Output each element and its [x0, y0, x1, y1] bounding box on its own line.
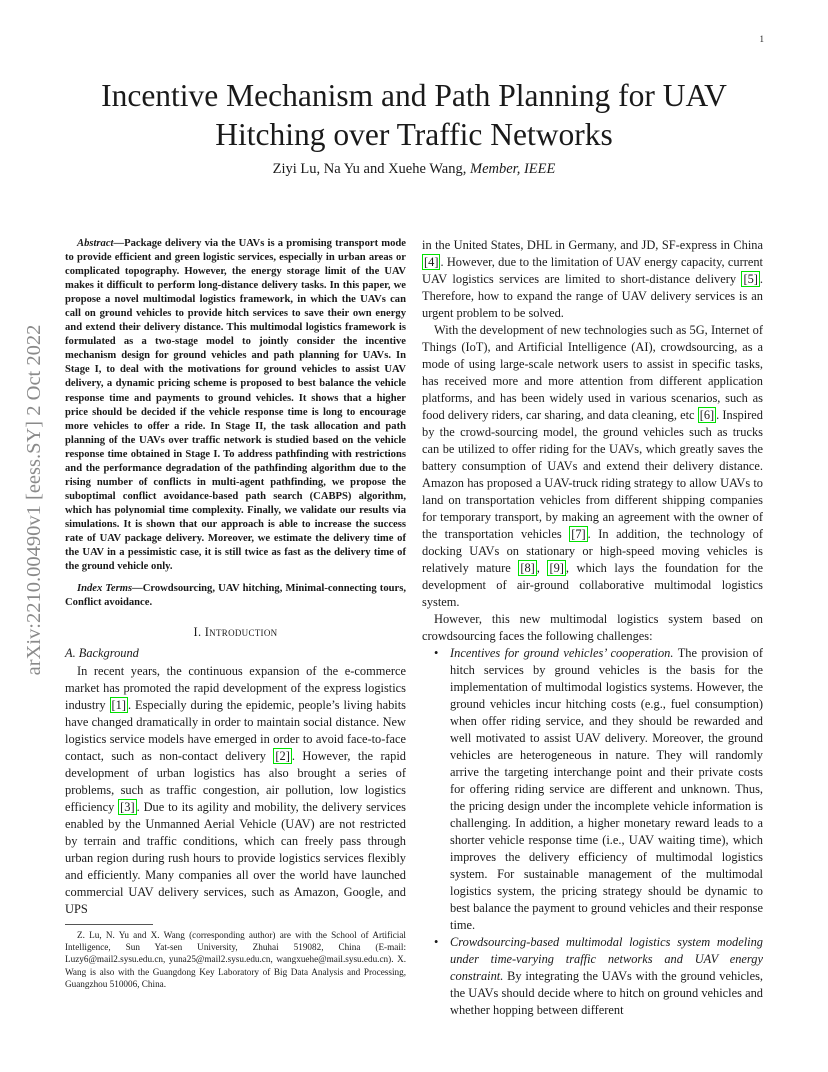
paragraph-text: . However, the rapid development of urban logistics has also brought a series of problems, such as traffic congestion, air pollution, low logistics efficiency: [65, 749, 406, 815]
paragraph-text: With the development of new technologies such as 5G, Internet of Things (IoT), and Artificial Intelligence (AI), crowdsourcing, as a mode of using large-scale network users to assist in specific tasks, has received more and more attention from different application platforms, and has been widely used in various scenarios, such as food delivery riders, car sharing, and data cleaning, etc: [422, 323, 763, 422]
paper-title-line-1: Incentive Mechanism and Path Planning for UAV: [101, 78, 727, 113]
paragraph-text: in the United States, DHL in Germany, and JD, SF-express in China: [422, 238, 763, 252]
arxiv-identifier-text: arXiv:2210.00490v1 [eess.SY] 2 Oct 2022: [23, 324, 45, 676]
paragraph-text: ,: [536, 561, 548, 575]
bullet-text: By integrating the UAVs with the ground vehicles, the UAVs should decide where to hitch on ground vehicles and whether hopping between different: [450, 969, 763, 1017]
paragraph-text: In recent years, the continuous expansion of the e-commerce market has promoted the rapid development of the express logistics industry: [65, 664, 406, 713]
paragraph-text: , which lays the foundation for the development of air-ground collaborative multimodal logistics system.: [422, 561, 763, 609]
citation-link-9[interactable]: [9]: [549, 561, 564, 575]
intro-paragraph-2: [422, 237, 763, 322]
citation-link-7[interactable]: [7]: [571, 527, 586, 541]
author-line: [60, 161, 768, 178]
section-heading-introduction: I. Introduction: [193, 625, 278, 640]
index-terms-text: —Crowdsourcing, UAV hitching, Minimal-connecting tours, Conflict avoidance.: [65, 583, 406, 609]
list-item: [450, 934, 763, 1019]
bullet-text: The provision of hitch services by ground vehicles is the basis for the implementation of multimodal logistics systems. However, the ground vehicles incur hitching costs (e.g., fuel consumption) when offer riding service, and they should be rewarded and well motivated to assist UAV delivery. Moreover, the ground vehicles are heterogeneous in nature. They will randomly arrive the targeting interchange point and their private costs for offering riding service are different and unknown. Thus, the pricing design under the incomplete vehicle information is challenging. In addition, a higher monetary reward leads to a shorter vehicle response time (i.e., UAV waiting time), which improves the delivery efficiency of multimodal logistics system. For sustainable management of the multimodal logistics system, the pricing strategy should be dynamic to best balance the payment to ground vehicles and their response time.: [450, 646, 763, 932]
index-terms-label: Index Terms: [77, 583, 133, 595]
author-membership: Member, IEEE: [470, 161, 556, 177]
challenges-list: [422, 645, 763, 1019]
abstract: [65, 237, 406, 574]
author-affiliation-footnote: Z. Lu, N. Yu and X. Wang (corresponding author) are with the School of Artificial Intelligence, Sun Yat-sen University, Zhuhai 519082, China (E-mail: Luzy6@mail2.sysu.edu.cn, yuna25@mail2.sysu.edu.cn, wangxuehe@mail.sysu.edu.cn). X. Wang is also with the Guangdong Key Laboratory of Big Data Analysis and Processing, Guangzhou 510006, China.: [65, 930, 406, 989]
author-names: Ziyi Lu, Na Yu and Xuehe Wang,: [272, 161, 467, 177]
citation-link-2[interactable]: [2]: [275, 749, 290, 764]
citation-link-1[interactable]: [1]: [111, 698, 126, 713]
citation-link-4[interactable]: [4]: [424, 255, 439, 269]
abstract-label: Abstract: [77, 238, 114, 249]
intro-paragraph-3: [422, 322, 763, 611]
paragraph-text: . Therefore, how to expand the range of UAV delivery services is an urgent problem to be solved.: [422, 272, 763, 320]
intro-paragraph-1: [65, 663, 406, 918]
index-terms: [65, 582, 406, 610]
bullet-title: Crowdsourcing-based multimodal logistics system modeling under time-varying traffic networks and UAV energy constraint.: [450, 935, 763, 983]
paragraph-text: . Inspired by the crowd-sourcing model, the ground vehicles such as trucks can be utilized to offer riding for the UAVs, which greatly saves the battery consumption of UAVs and extend their delivery distance. Amazon has proposed a UAV-truck riding strategy to allow UAVs to land on transportation vehicles from different shipping companies for temporary transport, by making an agreement with the owner of the transportation vehicles: [422, 408, 763, 541]
paragraph-text: . In addition, the technology of docking UAVs on stationary or high-speed moving vehicles is relatively mature: [422, 527, 763, 575]
left-column: [65, 237, 406, 990]
list-item: [450, 645, 763, 934]
paragraph-text: . However, due to the limitation of UAV energy capacity, current UAV logistics services are limited to short-distance delivery: [422, 255, 763, 286]
arxiv-identifier: [22, 290, 46, 710]
intro-paragraph-4: However, this new multimodal logistics system based on crowdsourcing faces the following challenges:: [422, 612, 763, 643]
citation-link-5[interactable]: [5]: [743, 272, 758, 286]
citation-link-8[interactable]: [8]: [520, 561, 535, 575]
citation-link-6[interactable]: [6]: [699, 408, 715, 422]
subsection-heading-background: A. Background: [65, 646, 139, 661]
right-column: [422, 237, 763, 1019]
page-number: 1: [759, 34, 764, 44]
abstract-text: —Package delivery via the UAVs is a promising transport mode to provide efficient and green logistic services, especially in urban areas or complicated topography. However, the energy storage limit of the UAV makes it difficult to perform long-distance delivery tasks. In this paper, we propose a novel multimodal logistics framework, in which the UAVs can call on ground vehicles to provide hitch services to save their own energy and extend their delivery distance. This multimodal logistics framework is formulated as a two-stage model to jointly consider the incentive mechanism design for ground vehicles and path planning for UAVs. In Stage I, to deal with the motivations for ground vehicles to assist UAV delivery, a dynamic pricing scheme is proposed to best balance the vehicle response time and payments to ground vehicles. It shows that a higher price should be decided if the vehicle response time is long to encourage more vehicles to offer a ride. In Stage II, the task allocation and path planning of the UAVs over traffic network is studied based on the vehicle response time obtained in Stage I. To address pathfinding with restrictions and the performance degradation of the pathfinding algorithm due to the rising number of conflicts in multi-agent pathfinding, we propose the suboptimal conflict avoidance-based path search (CABPS) algorithm, which has polynomial time complexity. Finally, we validate our results via simulations. It is shown that our approach is able to increase the success rate of UAV package delivery. Moreover, we estimate the delivery time of the UAV in a pessimistic case, it is still twice as fast as the delivery time of the ground vehicle only.: [65, 238, 406, 573]
paper-title-line-2: Hitching over Traffic Networks: [215, 117, 613, 152]
footnote-divider: [65, 924, 153, 925]
bullet-title: Incentives for ground vehicles’ cooperation.: [450, 646, 674, 660]
paragraph-text: . Especially during the epidemic, people’s living habits have changed dramatically in order to maintain social distance. New logistics service models have emerged in order to avoid face-to-face contact, such as non-contact delivery: [65, 698, 406, 764]
paragraph-text: . Due to its agility and mobility, the delivery services enabled by the Unmanned Aerial Vehicle (UAV) are not restricted by terrain and traffic conditions, which can freely pass through urban region during rush hours to provide logistics services flexibly and efficiently. Many companies all over the world have launched commercial UAV delivery services, such as Amazon, Google, and UPS: [65, 800, 406, 917]
paper-title: [60, 76, 768, 154]
citation-link-3[interactable]: [3]: [120, 800, 135, 815]
